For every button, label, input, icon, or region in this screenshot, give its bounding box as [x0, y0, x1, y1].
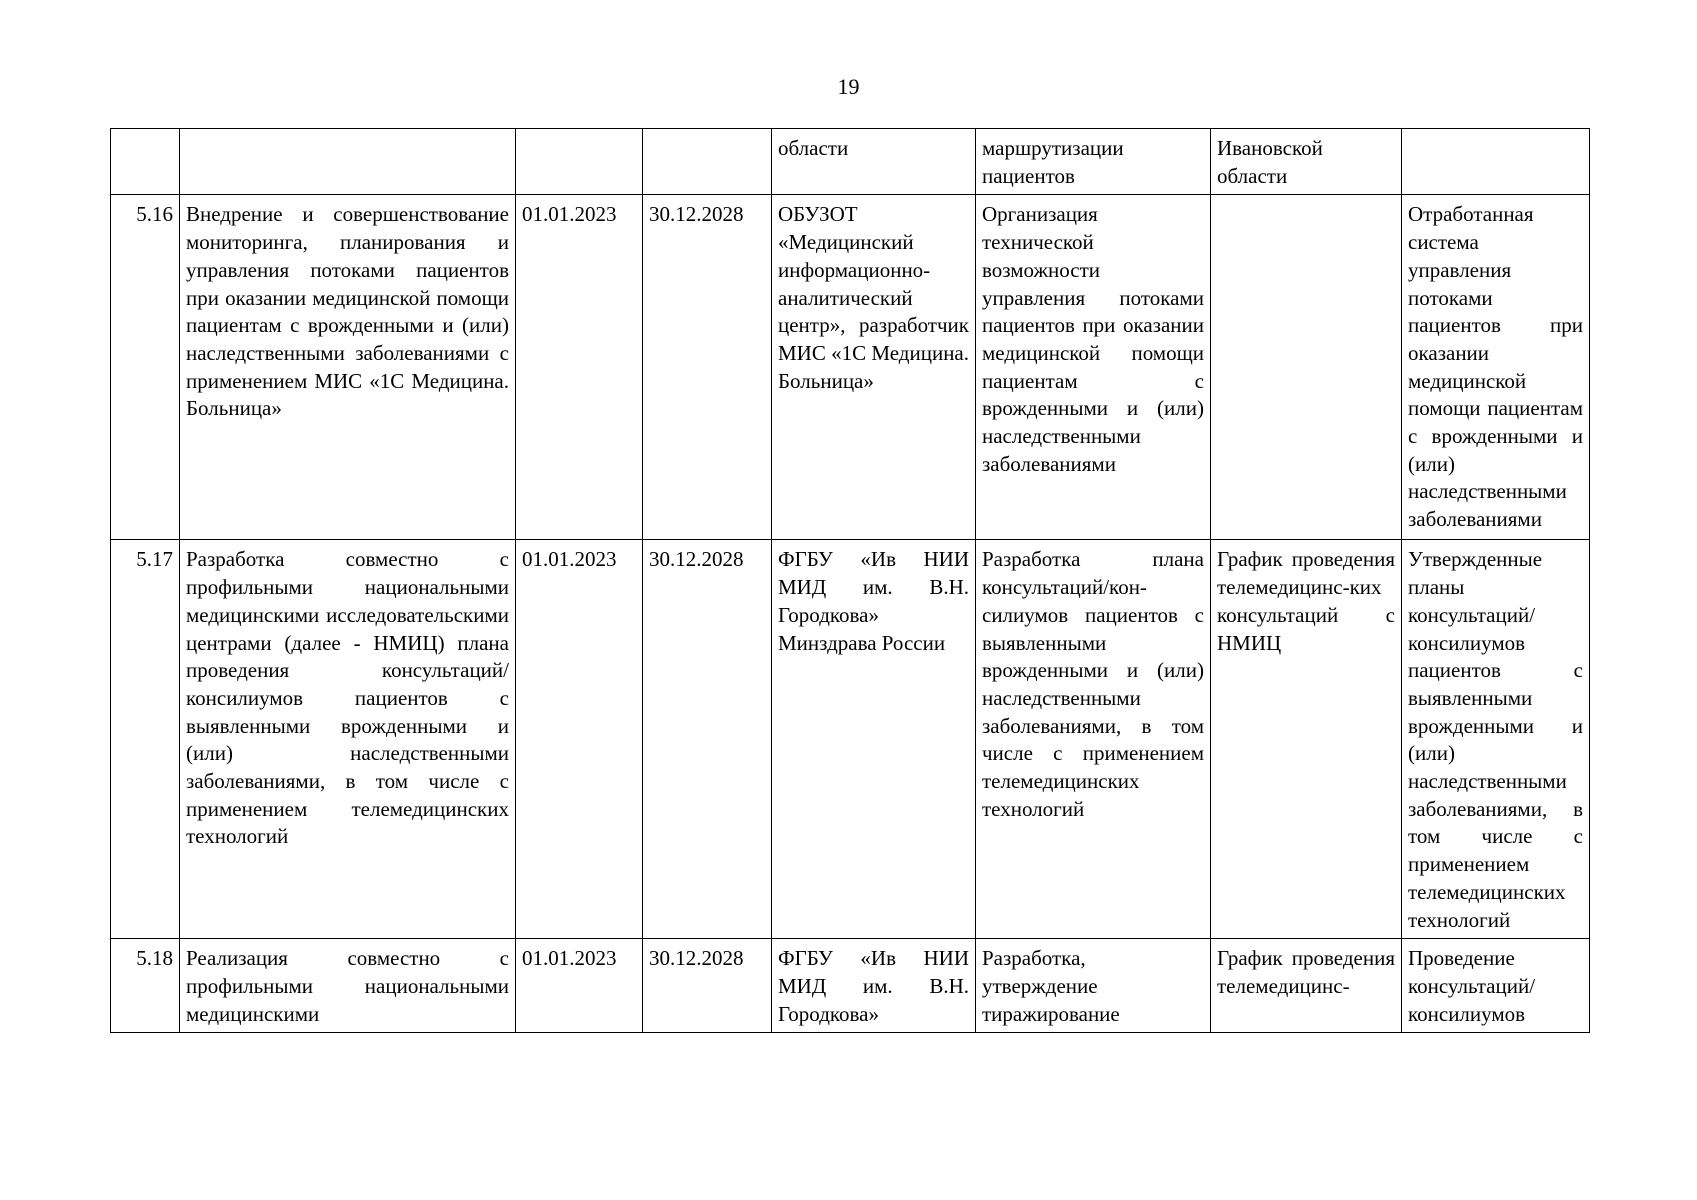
cell-end-date-text: 30.12.2028: [649, 202, 744, 227]
table-row: [111, 195, 1590, 540]
cell-result: [1402, 129, 1590, 195]
cell-action: [976, 939, 1211, 1033]
cell-document-text: Ивановской области: [1217, 136, 1323, 188]
cell-action-text: Разработка, утверждение тиражирование: [982, 946, 1120, 1026]
cell-document: [1211, 540, 1402, 939]
cell-action-text: маршрутизации пациентов: [982, 136, 1124, 188]
cell-start-date: [516, 129, 643, 195]
cell-executor-text: ФГБУ «Ив НИИ МИД им. В.Н. Городкова»: [778, 946, 969, 1026]
cell-action: [976, 195, 1211, 540]
cell-start-date: [516, 939, 643, 1033]
cell-activity: [180, 195, 516, 540]
cell-start-date: [516, 540, 643, 939]
cell-number: [111, 195, 180, 540]
cell-end-date: [643, 195, 772, 540]
cell-executor: [772, 939, 976, 1033]
cell-executor: [772, 195, 976, 540]
cell-number: [111, 129, 180, 195]
table-row: [111, 129, 1590, 195]
activities-table: [110, 128, 1590, 1033]
cell-activity-text: Внедрение и совершенствование мониторинга, планирования и управления потоками пациентов при оказании медицинской помощи пациентам с врожденными и (или) наследственными заболеваниями с применением МИС «1С Медицина. Больница»: [186, 202, 509, 421]
cell-start-date-text: 01.01.2023: [522, 547, 617, 572]
cell-activity-text: Разработка совместно с профильными национальными медицинскими исследовательскими центрами (далее - НМИЦ) плана проведения консультаций/консилиумов пациентов с выявленными врожденными и (или) наследственными заболеваниями, в том числе с применением телемедицинских технологий: [186, 547, 509, 849]
cell-start-date-text: 01.01.2023: [522, 202, 617, 227]
cell-result: [1402, 195, 1590, 540]
cell-executor-text: области: [778, 136, 849, 160]
cell-action: [976, 540, 1211, 939]
cell-document-text: График проведения телемедицинс-ких консультаций с НМИЦ: [1217, 547, 1395, 655]
cell-document: [1211, 939, 1402, 1033]
cell-result: [1402, 540, 1590, 939]
cell-activity: [180, 939, 516, 1033]
cell-end-date: [643, 939, 772, 1033]
cell-start-date-text: 01.01.2023: [522, 946, 617, 971]
table-row: [111, 939, 1590, 1033]
cell-number-text: 5.17: [136, 547, 173, 572]
cell-result-text: Проведение консультаций/ консилиумов: [1408, 946, 1536, 1026]
cell-activity: [180, 129, 516, 195]
cell-document-text: График проведения телемедицинс-: [1217, 946, 1395, 998]
cell-result-text: Утвержденные планы консультаций/ консилиумов пациентов с выявленными врожденными и (или) наследственными заболеваниями, в том числе с применением телемедицинских технологий: [1408, 547, 1583, 932]
cell-executor-text: ФГБУ «Ив НИИ МИД им. В.Н. Городкова» Минздрава России: [778, 547, 969, 655]
cell-document: [1211, 195, 1402, 540]
cell-action-text: Разработка плана консультаций/кон-силиумов пациентов с выявленными врожденными и (или) наследственными заболеваниями, в том числе с применением телемедицинских технологий: [982, 547, 1204, 821]
cell-action-text: Организация технической возможности управления потоками пациентов при оказании медицинской помощи пациентам с врожденными и (или) наследственными заболеваниями: [982, 202, 1204, 476]
cell-end-date-text: 30.12.2028: [649, 946, 744, 971]
page-number: 19: [837, 74, 860, 99]
cell-result: [1402, 939, 1590, 1033]
cell-end-date: [643, 540, 772, 939]
cell-end-date-text: 30.12.2028: [649, 547, 744, 572]
cell-number: [111, 939, 180, 1033]
cell-executor-text: ОБУЗОТ «Медицинский информационно-аналитический центр», разработчик МИС «1С Медицина. Больница»: [778, 202, 969, 393]
table-row: [111, 540, 1590, 939]
cell-start-date: [516, 195, 643, 540]
cell-activity: [180, 540, 516, 939]
cell-number-text: 5.18: [136, 946, 173, 971]
cell-document: [1211, 129, 1402, 195]
cell-activity-text: Реализация совместно с профильными национальными медицинскими: [186, 946, 509, 1026]
cell-action: [976, 129, 1211, 195]
cell-executor: [772, 540, 976, 939]
cell-end-date: [643, 129, 772, 195]
cell-executor: [772, 129, 976, 195]
cell-number-text: 5.16: [136, 202, 173, 227]
cell-result-text: Отработанная система управления потоками пациентов при оказании медицинской помощи пациентам с врожденными и (или) наследственными заболеваниями: [1408, 202, 1583, 532]
cell-number: [111, 540, 180, 939]
